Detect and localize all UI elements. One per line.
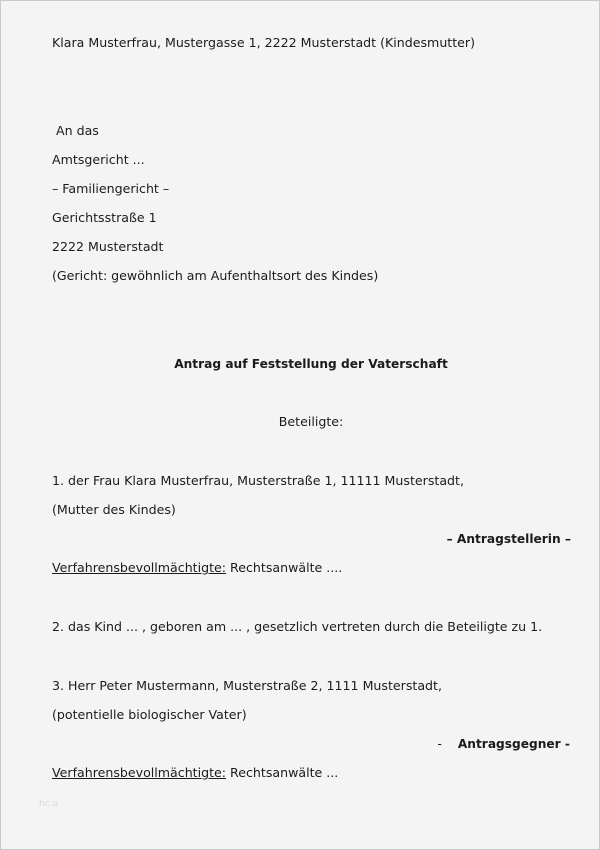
party3-role-dash: - bbox=[437, 736, 442, 751]
party1-line-2: (Mutter des Kindes) bbox=[52, 502, 176, 517]
recipient-line-6: (Gericht: gewöhnlich am Aufenthaltsort des Kindes) bbox=[52, 268, 379, 283]
party3-counsel-label: Verfahrensbevollmächtigte: bbox=[52, 765, 227, 780]
recipient-line-4: Gerichtsstraße 1 bbox=[52, 210, 157, 225]
party3-role bbox=[437, 736, 570, 752]
recipient-line-5: 2222 Musterstadt bbox=[52, 239, 164, 254]
party3-counsel bbox=[52, 765, 338, 781]
party1-role: – Antragstellerin – bbox=[446, 532, 571, 546]
recipient-line-2: Amtsgericht ... bbox=[52, 152, 145, 167]
party3-line-1: 3. Herr Peter Mustermann, Musterstraße 2, 1111 Musterstadt, bbox=[52, 678, 442, 693]
party3-role-text: Antragsgegner - bbox=[457, 737, 570, 751]
watermark-text: hc.o bbox=[39, 799, 59, 809]
party3-line-2: (potentielle biologischer Vater) bbox=[52, 707, 247, 722]
participants-heading: Beteiligte: bbox=[278, 414, 344, 429]
party1-counsel-value: Rechtsanwälte .... bbox=[226, 560, 343, 575]
document-title: Antrag auf Feststellung der Vaterschaft bbox=[174, 357, 448, 371]
party1-line-1: 1. der Frau Klara Musterfrau, Musterstraße 1, 11111 Musterstadt, bbox=[52, 473, 464, 488]
sender-line: Klara Musterfrau, Mustergasse 1, 2222 Musterstadt (Kindesmutter) bbox=[52, 35, 476, 50]
party1-counsel bbox=[52, 560, 342, 576]
recipient-line-3: – Familiengericht – bbox=[52, 181, 170, 196]
party3-counsel-value: Rechtsanwälte ... bbox=[226, 765, 339, 780]
party1-counsel-label: Verfahrensbevollmächtigte: bbox=[52, 560, 227, 575]
party2-line-1: 2. das Kind ... , geboren am ... , gesetzlich vertreten durch die Beteiligte zu 1. bbox=[52, 619, 543, 634]
recipient-line-1: An das bbox=[56, 123, 99, 138]
